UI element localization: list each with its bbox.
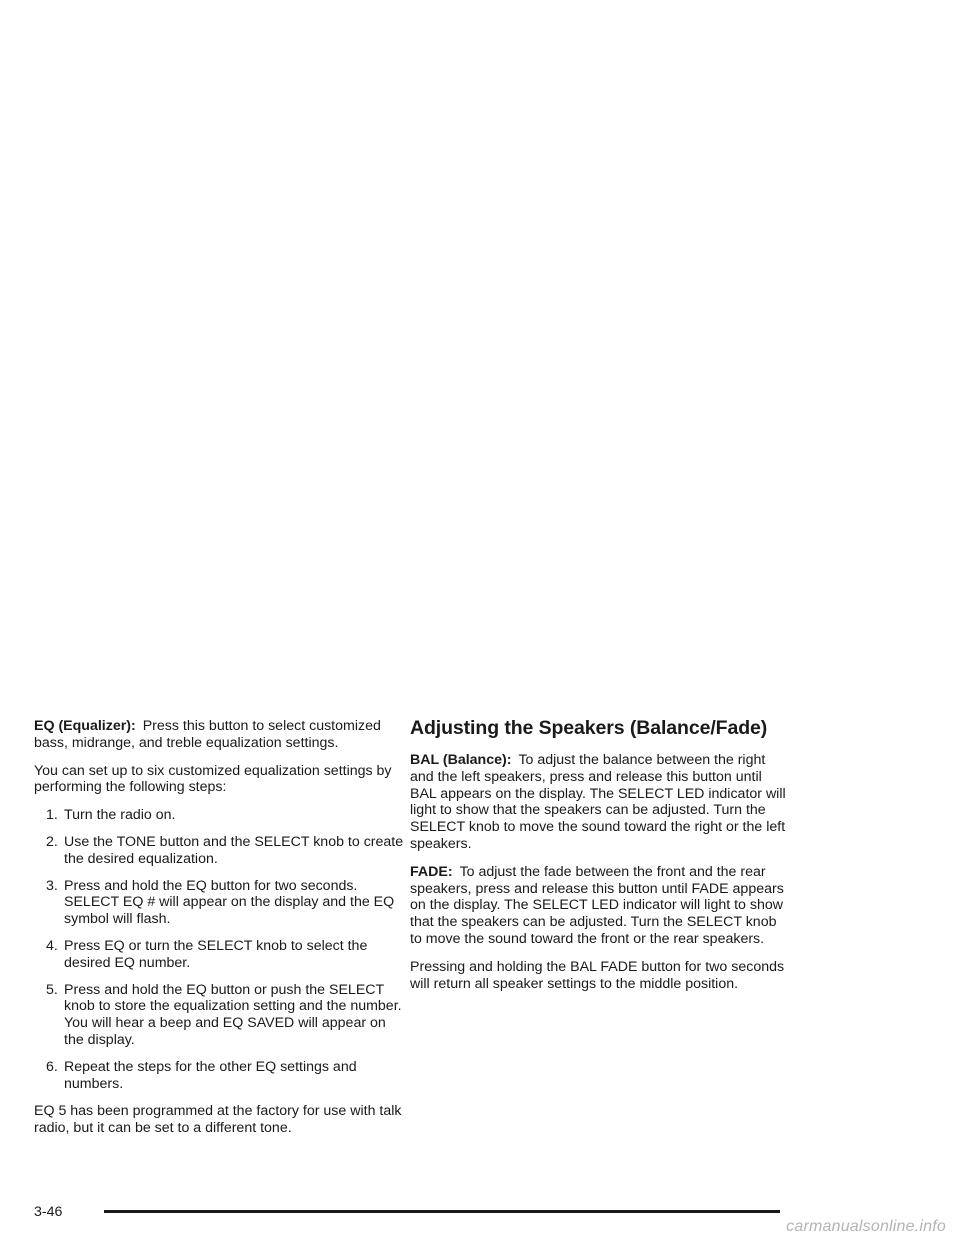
page-number: 3-46: [34, 1204, 63, 1220]
list-item: [34, 878, 404, 928]
eq-intro: You can set up to six customized equalization settings by performing the following steps:: [34, 762, 392, 796]
eq-closing: EQ 5 has been programmed at the factory for use with talk radio, but it can be set to a different tone.: [34, 1103, 402, 1137]
right-column: [410, 716, 790, 1003]
section-heading: Adjusting the Speakers (Balance/Fade): [410, 717, 768, 739]
list-item: [34, 807, 404, 824]
step-text: Press and hold the EQ button or push the SELECT knob to store the equalization setting and the number. You will hear a beep and EQ SAVED will appear on the display.: [64, 981, 402, 1048]
bal-description: To adjust the balance between the right and the left speakers, press and release this button until BAL appears on the display. The SELECT LED indicator will light to show that the speakers can be adjusted. Turn the SELECT knob to move the sound toward the right or the left speakers.: [410, 752, 786, 852]
eq-steps-list: [34, 807, 404, 1092]
step-number: 6.: [46, 1058, 58, 1075]
step-number: 1.: [46, 807, 58, 824]
footer-rule: [104, 1210, 780, 1213]
watermark: carmanualsonline.info: [786, 1218, 946, 1235]
list-item: [34, 1059, 404, 1093]
bal-term: BAL (Balance):: [410, 752, 512, 768]
list-item: [34, 938, 404, 972]
step-text: Press and hold the EQ button for two seconds. SELECT EQ # will appear on the display and the EQ symbol will flash.: [64, 877, 395, 928]
step-text: Use the TONE button and the SELECT knob to create the desired equalization.: [64, 833, 404, 867]
fade-description: To adjust the fade between the front and the rear speakers, press and release this button until FADE appears on the display. The SELECT LED indicator will light to show that the speakers can be adjusted. Turn the SELECT knob to move the sound toward the front or the rear speakers.: [410, 863, 784, 947]
list-item: [34, 982, 404, 1049]
list-item: [34, 834, 404, 868]
reset-paragraph: Pressing and holding the BAL FADE button for two seconds will return all speaker settings to the middle position.: [410, 958, 785, 992]
step-number: 2.: [46, 833, 58, 850]
fade-term: FADE:: [410, 863, 453, 880]
step-text: Turn the radio on.: [64, 807, 176, 824]
eq-term: EQ (Equalizer):: [34, 718, 136, 734]
step-text: Repeat the steps for the other EQ settings and numbers.: [64, 1058, 357, 1092]
step-number: 5.: [46, 981, 58, 998]
eq-paragraph: [34, 718, 404, 752]
fade-paragraph: [410, 864, 790, 948]
left-column: [34, 718, 404, 1148]
bal-paragraph: [410, 752, 790, 853]
step-text: Press EQ or turn the SELECT knob to select the desired EQ number.: [64, 937, 368, 971]
step-number: 3.: [46, 877, 58, 894]
eq-description: Press this button to select customized bass, midrange, and treble equalization settings.: [34, 718, 381, 751]
step-number: 4.: [46, 937, 58, 954]
